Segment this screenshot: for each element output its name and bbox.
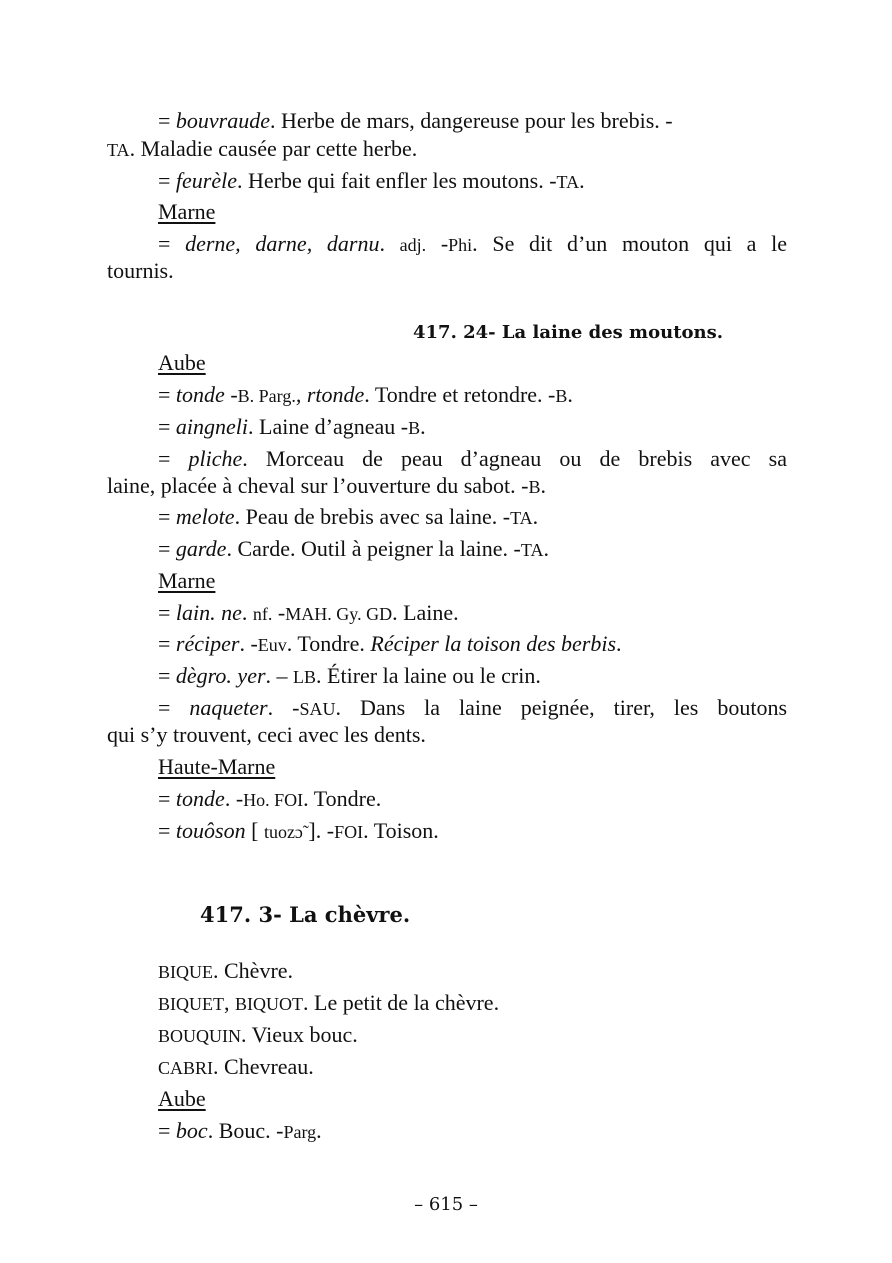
region-heading-marne-2: Marne <box>158 568 216 593</box>
entry-pliche-cont: laine, placée à cheval sur l’ouverture du sabot. -B. <box>107 473 546 498</box>
entry-naqueter-cont: qui s’y trouvent, ceci avec les dents. <box>107 722 426 747</box>
page-number: – 615 – <box>414 1194 478 1215</box>
entry-touoson: = touôson [ tuozɔ̃ ]. -FOI. Toison. <box>158 818 439 843</box>
entry-melote: = melote. Peau de brebis avec sa laine. -TA. <box>158 504 539 529</box>
entry-cabri: CABRI. Chevreau. <box>158 1054 314 1079</box>
entry-tonde: = tonde -B. Parg., rtonde. Tondre et retondre. -B. <box>158 382 573 407</box>
entry-bouquin: BOUQUIN. Vieux bouc. <box>158 1022 358 1047</box>
region-heading-marne: Marne <box>158 199 216 224</box>
entry-bique: BIQUE. Chèvre. <box>158 958 294 983</box>
entry-reciper: = réciper. -Euv. Tondre. Réciper la toison des berbis. <box>158 631 622 656</box>
entry-bouvraude: = bouvraude. Herbe de mars, dangereuse pour les brebis. - <box>158 108 673 133</box>
entry-degro-yer: = dègro. yer. – LB. Étirer la laine ou le crin. <box>158 663 541 688</box>
entry-boc: = boc. Bouc. -Parg. <box>158 1118 322 1143</box>
entry-biquet: BIQUET, BIQUOT. Le petit de la chèvre. <box>158 990 500 1015</box>
entry-feurele: = feurèle. Herbe qui fait enfler les moutons. -TA. <box>158 168 585 193</box>
region-heading-haute-marne: Haute-Marne <box>158 754 276 779</box>
entry-garde: = garde. Carde. Outil à peigner la laine. -TA. <box>158 536 549 561</box>
entry-tonde-hm: = tonde. -Ho. FOI. Tondre. <box>158 786 382 811</box>
entry-bouvraude-cont: TA. Maladie causée par cette herbe. <box>107 136 418 161</box>
section-heading-chevre: 417. 3- La chèvre. <box>200 902 411 927</box>
entry-aingneli: = aingneli. Laine d’agneau -B. <box>158 414 426 439</box>
entry-derne-cont: tournis. <box>107 258 174 283</box>
entry-derne: = derne, darne, darnu. adj. -Phi. Se dit d’un mouton qui a le <box>158 231 787 256</box>
region-heading-aube: Aube <box>158 350 206 375</box>
entry-naqueter: = naqueter. -SAU. Dans la laine peignée, tirer, les boutons <box>158 695 788 720</box>
region-heading-aube-2: Aube <box>158 1086 206 1111</box>
section-heading-laine: 417. 24- La laine des moutons. <box>413 322 724 343</box>
entry-lain-ne: = lain. ne. nf. -MAH. Gy. GD. Laine. <box>158 600 459 625</box>
entry-pliche: = pliche. Morceau de peau d’agneau ou de brebis avec sa <box>158 446 787 471</box>
